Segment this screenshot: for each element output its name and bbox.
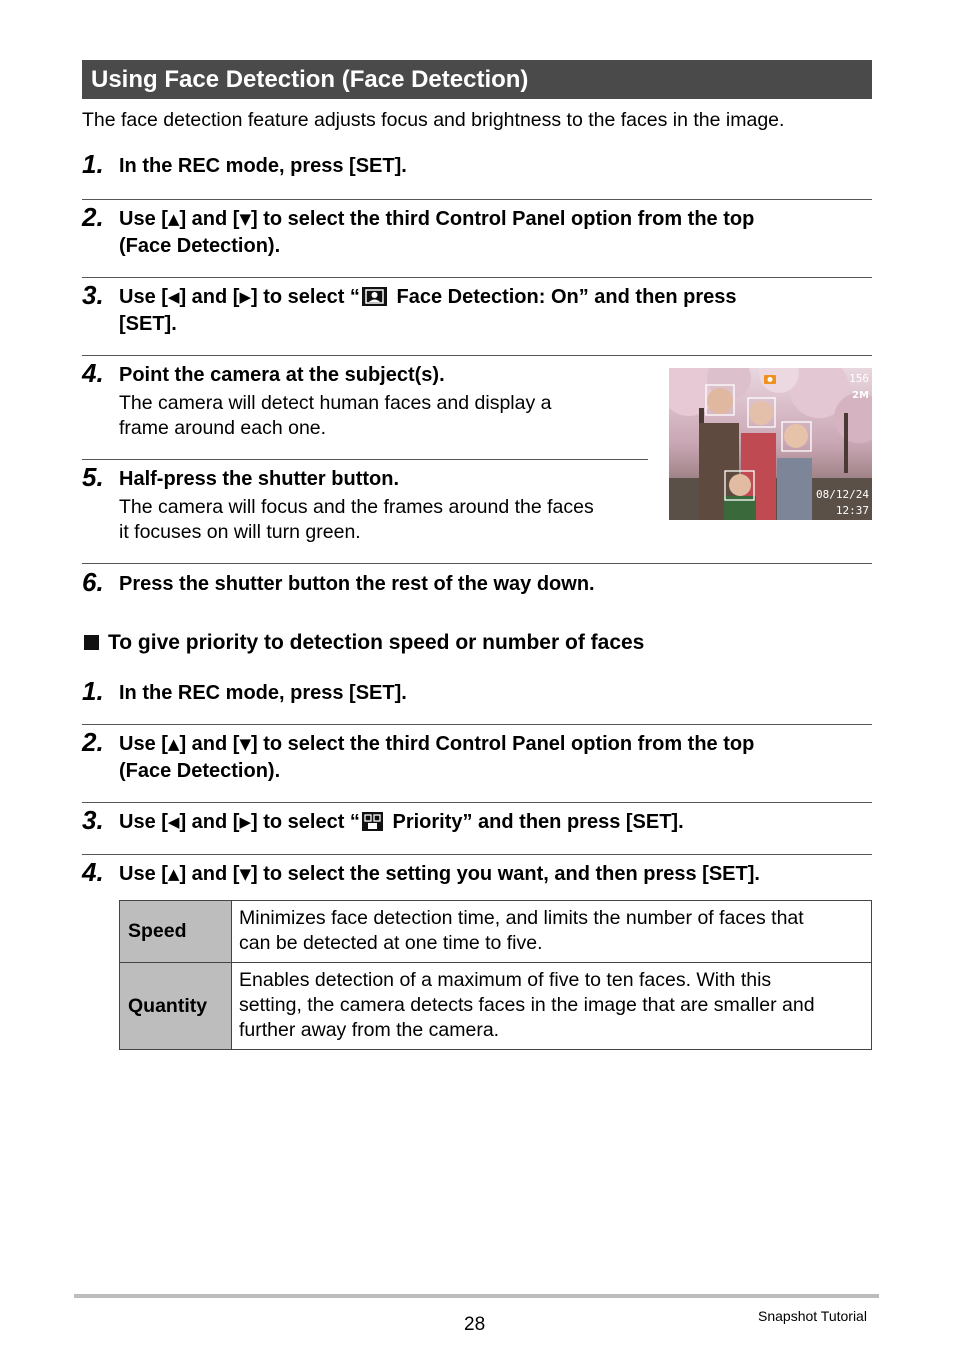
step-text: Press the shutter button the rest of the way down. (119, 573, 595, 595)
camera-icon (764, 375, 776, 384)
right-arrow-icon: ▶ (239, 288, 251, 306)
step-text: Use [◀] and [▶] to select “ Priority” and then press [SET]. (119, 811, 684, 833)
option-description: Enables detection of a maximum of five to ten faces. With this setting, the camera detects faces in the image that are smaller and further away from the camera. (232, 963, 872, 1050)
divider (82, 724, 872, 725)
step-number: 2. (82, 202, 104, 232)
time-readout: 12:37 (835, 504, 869, 517)
divider (82, 854, 872, 855)
table-row (120, 901, 872, 963)
up-arrow-icon: ▲ (167, 735, 180, 753)
footer-section-label: Snapshot Tutorial (758, 1308, 867, 1324)
page-number: 28 (464, 1314, 486, 1335)
step-number: 3. (82, 805, 104, 835)
square-bullet-icon (84, 635, 99, 650)
step-text: Point the camera at the subject(s). (119, 364, 445, 386)
date-readout: 08/12/24 (816, 488, 869, 501)
step-number: 6. (82, 567, 104, 597)
step-number: 4. (82, 358, 104, 388)
image-size-label: 2M (852, 390, 869, 401)
step-number: 3. (82, 280, 104, 310)
divider (82, 459, 648, 460)
step-text: Use [▲] and [▼] to select the third Control Panel option from the top (Face Detection). (119, 733, 755, 782)
step-description: The camera will detect human faces and display a frame around each one. (119, 392, 552, 439)
step-text: Use [▲] and [▼] to select the third Control Panel option from the top (Face Detection). (119, 208, 755, 257)
step-number: 4. (82, 857, 104, 887)
shots-remaining: 156 (849, 372, 869, 385)
camera-preview-photo (669, 368, 872, 520)
priority-options-table (119, 900, 872, 1050)
step-text: Half-press the shutter button. (119, 468, 400, 490)
divider (82, 355, 872, 356)
divider (82, 199, 872, 200)
footer-divider (74, 1294, 879, 1298)
down-arrow-icon: ▼ (239, 735, 251, 753)
left-arrow-icon: ◀ (167, 813, 180, 831)
divider (82, 277, 872, 278)
step-number: 5. (82, 462, 104, 492)
step-number: 1. (82, 676, 104, 706)
intro-paragraph: The face detection feature adjusts focus and brightness to the faces in the image. (82, 109, 785, 131)
step-text: In the REC mode, press [SET]. (119, 155, 407, 177)
divider (82, 563, 872, 564)
down-arrow-icon: ▼ (239, 865, 251, 883)
step-text: Use [▲] and [▼] to select the setting you want, and then press [SET]. (119, 863, 760, 885)
subsection-heading: To give priority to detection speed or number of faces (84, 631, 644, 655)
step-number: 1. (82, 149, 104, 179)
up-arrow-icon: ▲ (167, 865, 180, 883)
face-detection-icon (362, 287, 387, 306)
priority-icon (362, 812, 383, 831)
table-row (120, 963, 872, 1050)
option-name: Speed (120, 901, 232, 963)
down-arrow-icon: ▼ (239, 210, 251, 228)
step-description: The camera will focus and the frames around the faces it focuses on will turn green. (119, 496, 594, 543)
divider (82, 802, 872, 803)
up-arrow-icon: ▲ (167, 210, 180, 228)
left-arrow-icon: ◀ (167, 288, 180, 306)
step-text: Use [◀] and [▶] to select “ Face Detection: On” and then press [SET]. (119, 286, 737, 335)
page-title: Using Face Detection (Face Detection) (82, 60, 872, 99)
option-name: Quantity (120, 963, 232, 1050)
step-number: 2. (82, 727, 104, 757)
step-text: In the REC mode, press [SET]. (119, 682, 407, 704)
right-arrow-icon: ▶ (239, 813, 251, 831)
option-description: Minimizes face detection time, and limits the number of faces that can be detected at one time to five. (232, 901, 872, 963)
